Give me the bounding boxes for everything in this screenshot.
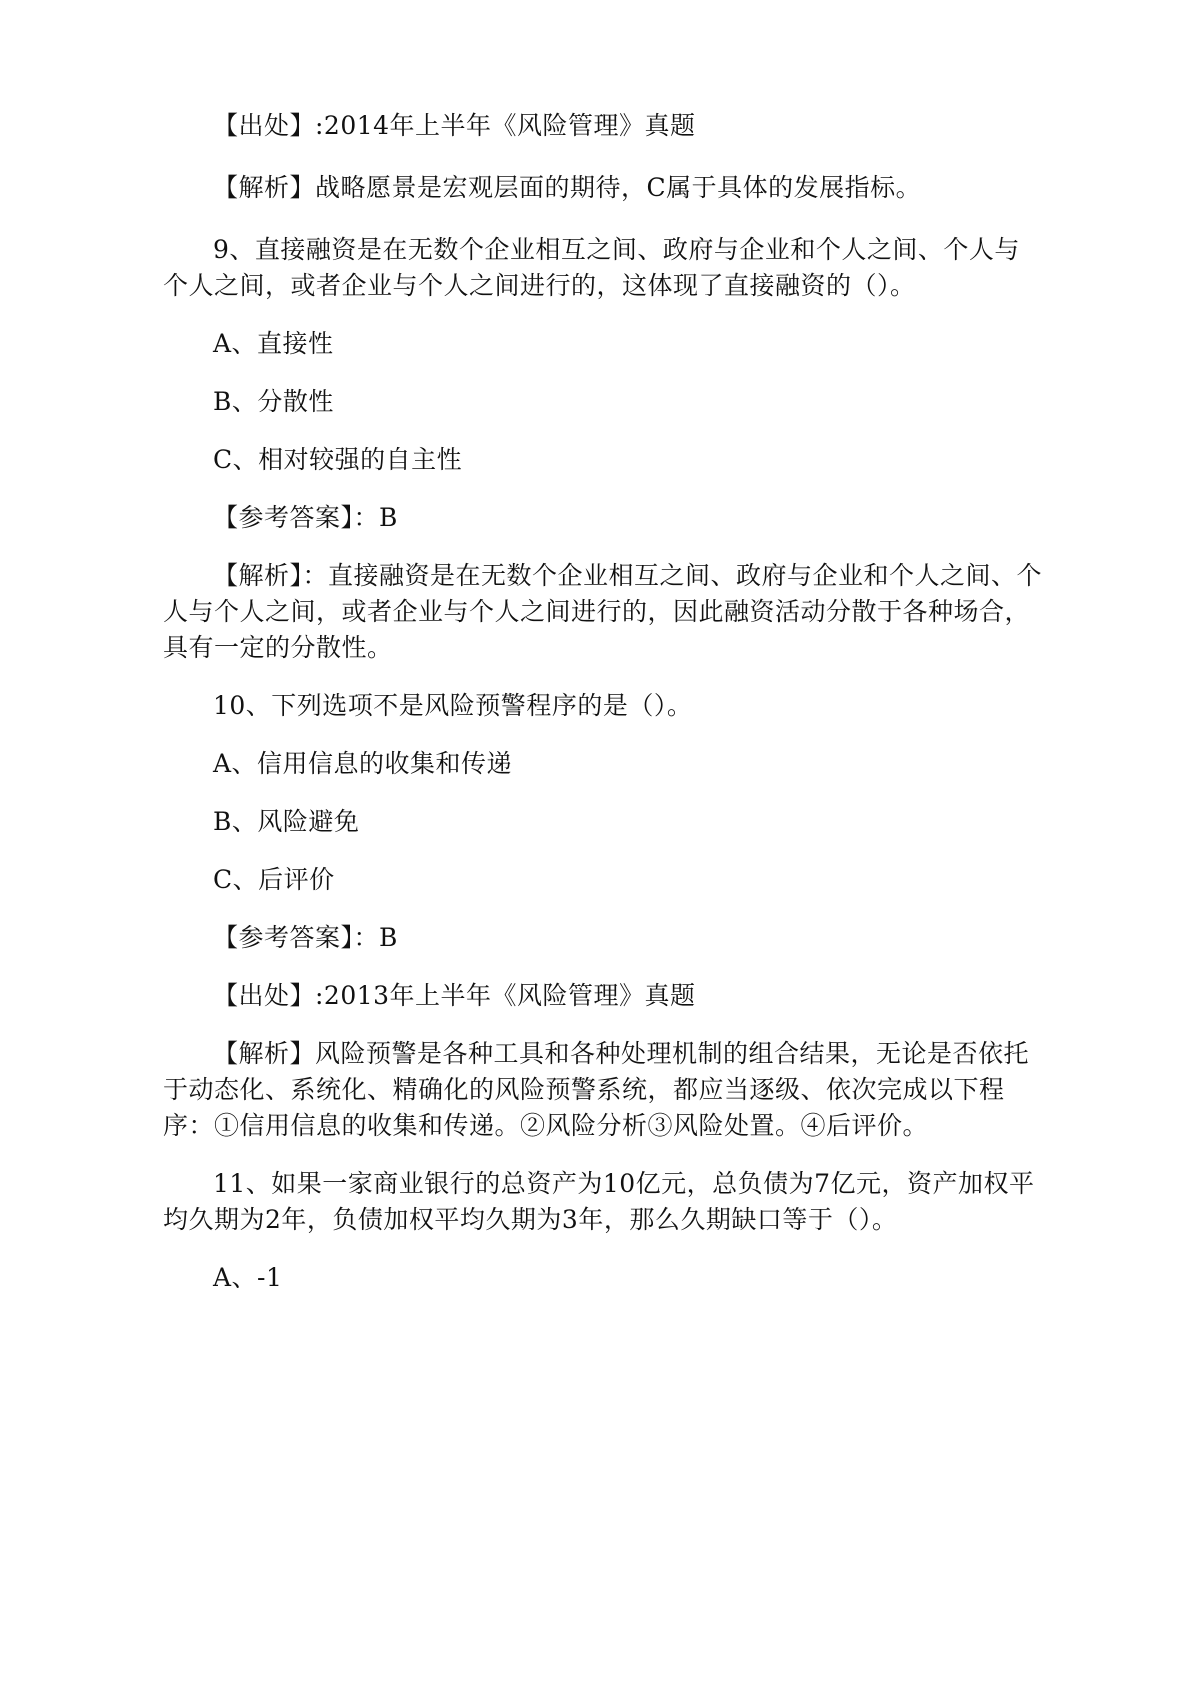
option-a: A、直接性 — [213, 329, 334, 358]
analysis-paragraph: 【解析】战略愿景是宏观层面的期待，C属于具体的发展指标。 — [213, 173, 922, 202]
reference-answer: 【参考答案】：B — [213, 923, 398, 952]
analysis-paragraph: 【解析】风险预警是各种工具和各种处理机制的组合结果，无论是否依托于动态化、系统化、精确化的风险预警系统，都应当逐级、依次完成以下程序：①信用信息的收集和传递。②风险分析③风险处置。④后评价。 — [163, 1039, 1030, 1140]
option-b: B、风险避免 — [213, 807, 360, 836]
option-a: A、-1 — [213, 1263, 283, 1292]
option-a: A、信用信息的收集和传递 — [213, 749, 513, 778]
option-c: C、后评价 — [213, 865, 335, 894]
source-note: 【出处】:2013年上半年《风险管理》真题 — [213, 981, 696, 1010]
reference-answer: 【参考答案】：B — [213, 503, 398, 532]
option-b: B、分散性 — [213, 387, 334, 416]
source-note: 【出处】:2014年上半年《风险管理》真题 — [213, 111, 696, 140]
question-11: 11、如果一家商业银行的总资产为10亿元，总负债为7亿元，资产加权平均久期为2年，负债加权平均久期为3年，那么久期缺口等于（）。 — [163, 1169, 1035, 1234]
question-10: 10、下列选项不是风险预警程序的是（）。 — [213, 691, 693, 720]
analysis-paragraph: 【解析】：直接融资是在无数个企业相互之间、政府与企业和个人之间、个人与个人之间，或者企业与个人之间进行的，因此融资活动分散于各种场合，具有一定的分散性。 — [163, 561, 1043, 662]
question-9: 9、直接融资是在无数个企业相互之间、政府与企业和个人之间、个人与个人之间，或者企业与个人之间进行的，这体现了直接融资的（）。 — [163, 235, 1020, 300]
document-body — [163, 108, 1043, 1318]
option-c: C、相对较强的自主性 — [213, 445, 463, 474]
